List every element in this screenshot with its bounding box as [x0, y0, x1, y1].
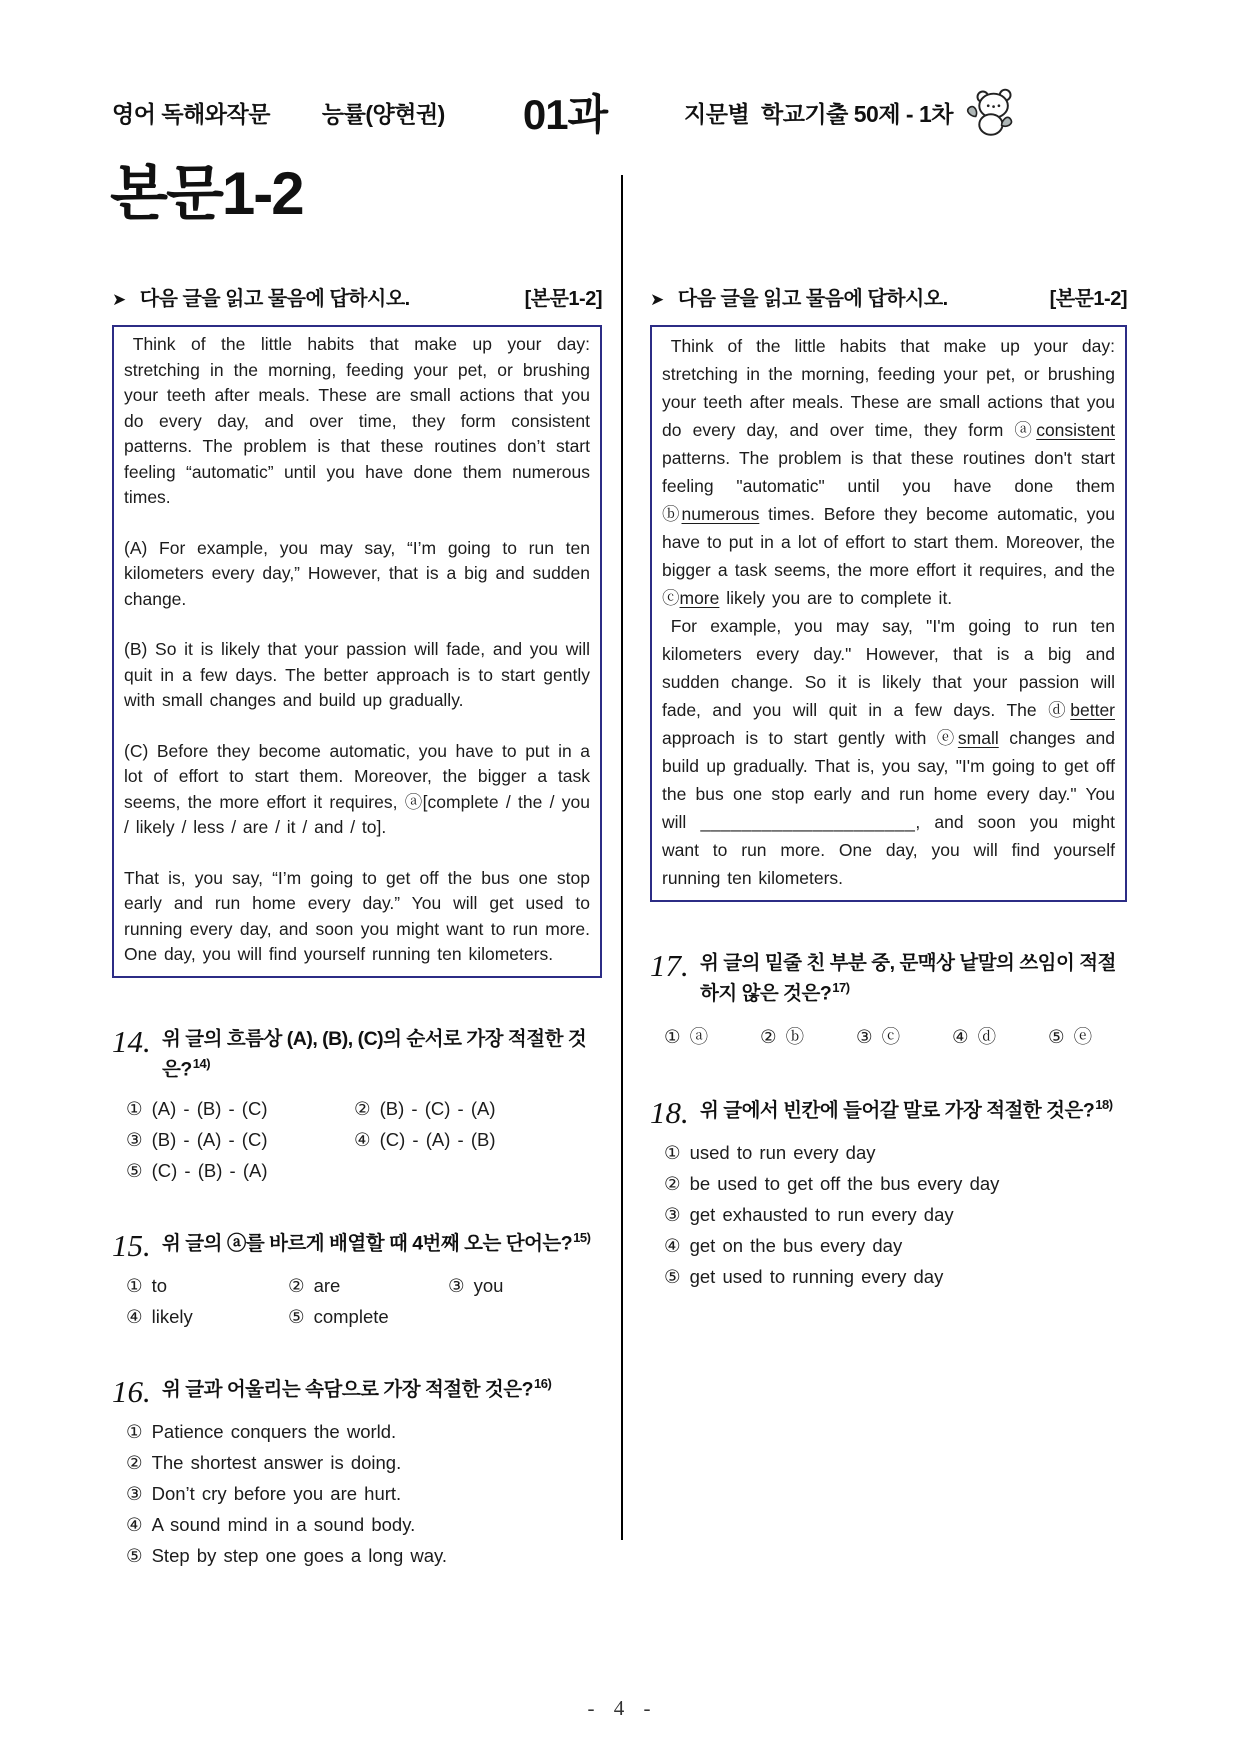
passage-text: Think of the little habits that make up your day: stretching in the morning, feeding your pet, or brushing your teeth after meals. These are small actions that you do every day, and over time, they form ⓐ — [662, 336, 1115, 440]
question-17 — [650, 948, 1127, 1049]
passage-text: patterns. The problem is that these routines don't start feeling "automatic" until you have done them ⓑ — [662, 448, 1115, 524]
header-subject: 영어 독해와작문 — [112, 100, 270, 127]
question-number: 14. — [112, 1023, 151, 1059]
answer-option — [126, 1098, 354, 1120]
passage-text: For example, you may say, "I'm going to run ten kilometers every day." However, that is a big and sudden change. So it is likely that your passion will fade, and you will quit in a few days. The ⓓ — [662, 616, 1115, 720]
passage-box — [112, 325, 602, 978]
footnote-marker: 18) — [1095, 1096, 1113, 1112]
option-marker: ③ — [664, 1203, 681, 1225]
option-text: get on the bus every day — [689, 1234, 903, 1256]
page-footer — [0, 1696, 1240, 1721]
passage-paragraph — [124, 866, 590, 968]
option-text: complete — [313, 1306, 389, 1328]
option-text: likely — [151, 1306, 193, 1328]
option-text: The shortest answer is doing. — [151, 1452, 402, 1474]
instruction-text: 다음 글을 읽고 물음에 답하시오. — [677, 288, 948, 310]
answer-option — [664, 1142, 1127, 1164]
option-text: ⓓ — [977, 1025, 997, 1047]
answer-option — [664, 1204, 1127, 1226]
option-text: (B) - (C) - (A) — [379, 1098, 496, 1120]
question-15 — [112, 1228, 602, 1328]
arrow-icon: ➤ — [650, 290, 664, 309]
option-marker: ⑤ — [1048, 1025, 1065, 1047]
option-text: Step by step one goes a long way. — [151, 1545, 448, 1567]
footnote-marker: 14) — [192, 1055, 211, 1071]
option-text: ⓐ — [689, 1025, 709, 1047]
right-column — [650, 282, 1127, 1288]
instruction-line — [650, 282, 1127, 311]
passage-paragraph — [124, 536, 590, 613]
passage-text: likely you are to complete it. — [719, 588, 953, 608]
answer-option — [126, 1514, 602, 1536]
question-text: 위 글의 흐름상 (A), (B), (C)의 순서로 가장 적절한 것은?$^{14)}$ — [162, 1027, 587, 1081]
option-marker: ② — [288, 1275, 305, 1297]
passage-paragraph — [124, 332, 590, 511]
option-marker: ④ — [354, 1129, 371, 1151]
header-unit: 01과 — [522, 91, 608, 138]
question-header — [112, 1374, 602, 1410]
option-marker: ② — [664, 1172, 681, 1194]
footnote-marker: 16) — [533, 1376, 552, 1392]
answer-option — [126, 1160, 354, 1182]
passage-paragraph — [662, 612, 1115, 892]
option-marker: ④ — [664, 1234, 681, 1256]
answer-option — [664, 1173, 1127, 1195]
footnote-marker: 15) — [573, 1230, 591, 1246]
answer-option — [664, 1266, 1127, 1288]
option-text: A sound mind in a sound body. — [151, 1514, 416, 1536]
question-14 — [112, 1024, 602, 1183]
question-list — [112, 1024, 602, 1568]
question-number: 16. — [112, 1374, 151, 1410]
option-marker: ③ — [126, 1483, 143, 1505]
question-header — [650, 1095, 1127, 1128]
underlined-word: consistent — [1036, 420, 1115, 440]
passage-text: times. Before they become automatic, you have to put in a lot of effort to start them. Moreover, the bigger a task seems, the more effort it requires, and the ⓒ — [662, 504, 1115, 608]
page-title: 본문1-2 — [110, 160, 303, 227]
page-header — [112, 82, 1017, 142]
passage-tag: [본문1-2] — [524, 288, 602, 310]
answer-option — [126, 1483, 602, 1505]
answer-option — [126, 1275, 288, 1297]
option-text: (A) - (B) - (C) — [151, 1098, 268, 1120]
question-text: 위 글의 ⓐ를 바르게 배열할 때 4번째 오는 단어는?$^{15)}$ — [162, 1230, 591, 1255]
underlined-word: numerous — [681, 504, 760, 524]
question-list — [650, 948, 1127, 1288]
passage-text: (A) For example, you may say, “I’m going to run ten kilometers every day,” However, that is a big and sudden change. — [124, 537, 590, 609]
options-list — [664, 1142, 1127, 1288]
question-18 — [650, 1095, 1127, 1288]
header-title-right: 지문별 학교기출 50제 - 1차 — [684, 100, 953, 127]
passage-paragraph — [124, 739, 590, 841]
option-text: ⓒ — [881, 1025, 901, 1047]
option-text: (C) - (A) - (B) — [379, 1129, 496, 1151]
answer-option — [1048, 1023, 1127, 1049]
option-text: be used to get off the bus every day — [689, 1172, 1000, 1194]
options-list — [126, 1275, 602, 1328]
underlined-word: more — [679, 588, 720, 608]
answer-option — [952, 1023, 1048, 1049]
passage-text: , and soon you might want to run more. One day, you will find yourself running ten kilometers. — [662, 812, 1115, 888]
option-text: are — [313, 1275, 341, 1297]
option-marker: ④ — [126, 1514, 143, 1536]
header-book: 능률(양현권) — [321, 100, 445, 127]
question-16 — [112, 1374, 602, 1567]
option-marker: ① — [126, 1275, 143, 1297]
passage-text: (B) So it is likely that your passion will fade, and you will quit in a few days. The better approach is to start gently with small changes and build up gradually. — [124, 639, 590, 710]
answer-option — [126, 1452, 602, 1474]
option-marker: ① — [664, 1141, 681, 1163]
option-text: to — [151, 1275, 168, 1297]
passage-text: approach is to start gently with ⓔ — [662, 728, 958, 748]
option-marker: ⑤ — [126, 1545, 143, 1567]
question-number: 18. — [650, 1094, 689, 1130]
question-text: 위 글과 어울리는 속담으로 가장 적절한 것은?$^{16)}$ — [162, 1376, 552, 1401]
answer-option — [664, 1023, 760, 1049]
option-text: Don’t cry before you are hurt. — [151, 1483, 402, 1505]
option-text: get exhausted to run every day — [689, 1203, 954, 1225]
option-marker: ③ — [126, 1129, 143, 1151]
option-marker: ⑤ — [664, 1265, 681, 1287]
passage-text: changes and build up gradually. That is, you say, "I'm going to get off the bus one stop early and run home every day." You will — [662, 728, 1116, 832]
page-number: - 4 - — [587, 1696, 653, 1720]
passage-text: (C) Before they become automatic, you have to put in a lot of effort to start them. Moreover, the bigger a task seems, the more effort it requires, ⓐ[complete / the / you / likely / less / are / it / and / to]. — [124, 740, 590, 837]
option-text: you — [473, 1275, 504, 1297]
passage-text: That is, you say, “I’m going to get off the bus one stop early and run home every day.” You will get used to running every day, and soon you might want to run more. One day, you will find yourself running ten kilometers. — [124, 867, 590, 964]
option-marker: ② — [760, 1025, 777, 1047]
passage-paragraph — [124, 637, 590, 714]
passage-text: Think of the little habits that make up your day: stretching in the morning, feeding your pet, or brushing your teeth after meals. These are small actions that you do every day, and over time, they form consistent patterns. The problem is that these routines don’t start feeling “automatic” until you have done them numerous times. — [124, 334, 590, 507]
answer-option — [448, 1275, 602, 1297]
answer-option — [288, 1306, 448, 1328]
option-marker: ③ — [856, 1025, 873, 1047]
answer-option — [760, 1023, 856, 1049]
answer-option — [664, 1235, 1127, 1257]
question-number: 15. — [112, 1228, 151, 1264]
answer-option — [126, 1306, 288, 1328]
column-divider — [621, 175, 623, 1540]
answer-option — [354, 1098, 602, 1120]
option-marker: ⑤ — [288, 1306, 305, 1328]
question-text: 위 글에서 빈칸에 들어갈 말로 가장 적절한 것은?$^{18)}$ — [700, 1096, 1113, 1122]
fill-in-blank: _____________________ — [700, 812, 916, 832]
answer-option — [856, 1023, 952, 1049]
options-list — [664, 1023, 1127, 1049]
option-text: get used to running every day — [689, 1265, 944, 1287]
bear-with-hearts-icon — [963, 87, 1017, 137]
option-marker: ① — [664, 1025, 681, 1047]
underlined-word: small — [957, 728, 999, 748]
passage-box — [650, 325, 1127, 902]
instruction-line — [112, 282, 602, 311]
option-marker: ⑤ — [126, 1160, 143, 1182]
question-number: 17. — [650, 948, 689, 983]
passage-paragraph — [662, 332, 1115, 612]
option-text: (C) - (B) - (A) — [151, 1160, 268, 1182]
option-marker: ② — [354, 1098, 371, 1120]
question-header — [112, 1228, 602, 1264]
option-text: ⓔ — [1073, 1025, 1093, 1047]
arrow-icon: ➤ — [112, 290, 126, 309]
options-list — [126, 1421, 602, 1567]
option-marker: ③ — [448, 1275, 465, 1297]
options-list — [126, 1098, 602, 1182]
instruction-text: 다음 글을 읽고 물음에 답하시오. — [139, 288, 410, 310]
footnote-marker: 17) — [832, 980, 850, 996]
option-marker: ④ — [952, 1025, 969, 1047]
answer-option — [288, 1275, 448, 1297]
option-marker: ① — [126, 1421, 143, 1443]
question-header — [650, 948, 1127, 1009]
question-header — [112, 1024, 602, 1085]
answer-option — [126, 1129, 354, 1151]
option-text: Patience conquers the world. — [151, 1421, 397, 1443]
answer-option — [126, 1545, 602, 1567]
option-marker: ② — [126, 1452, 143, 1474]
question-text: 위 글의 밑줄 친 부분 중, 문맥상 낱말의 쓰임이 적절하지 않은 것은?$^{17)}$ — [700, 952, 1116, 1005]
answer-option — [126, 1421, 602, 1443]
left-column — [112, 282, 602, 1567]
answer-option — [354, 1129, 602, 1151]
option-text: ⓑ — [785, 1025, 805, 1047]
option-text: (B) - (A) - (C) — [151, 1129, 268, 1151]
underlined-word: better — [1070, 700, 1115, 720]
passage-tag: [본문1-2] — [1049, 288, 1127, 310]
option-marker: ① — [126, 1098, 143, 1120]
option-text: used to run every day — [689, 1141, 876, 1163]
option-marker: ④ — [126, 1306, 143, 1328]
